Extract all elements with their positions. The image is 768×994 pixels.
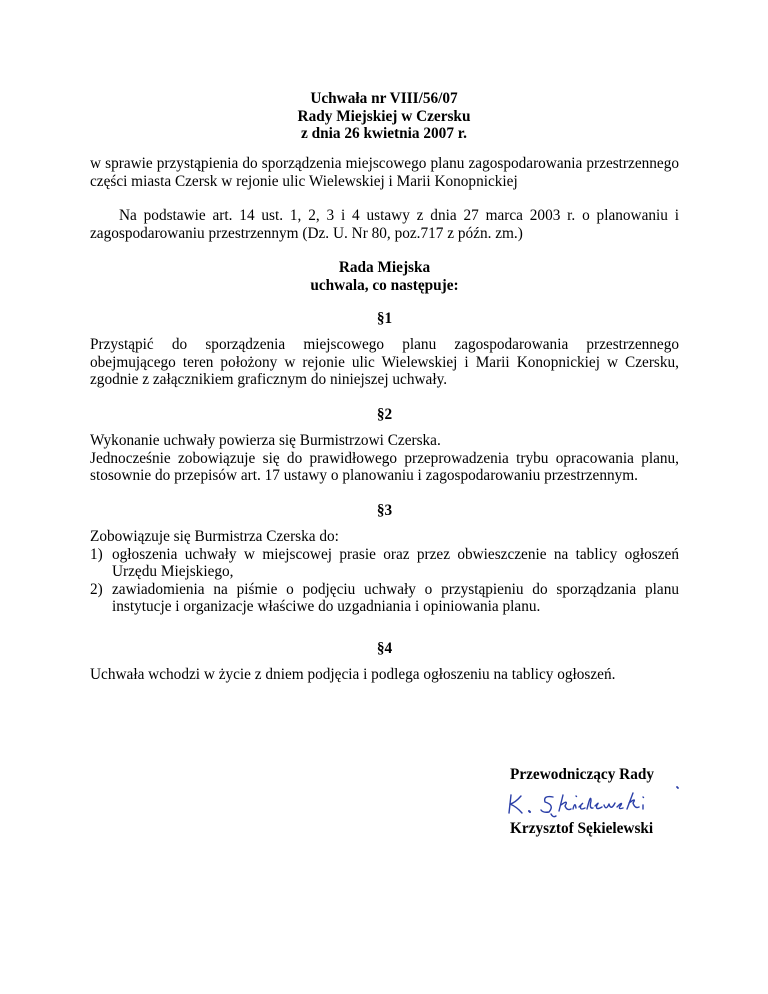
section-mark-2: §2: [376, 406, 393, 423]
resolution-body: Rady Miejskiej w Czersku: [297, 107, 471, 125]
list-item-text: ogłoszenia uchwały w miejscowej prasie oraz przez obwieszczenie na tablicy ogłoszeń Urzędu Miejskiego,: [112, 545, 679, 580]
section-mark-3: §3: [376, 502, 393, 519]
resolution-date: z dnia 26 kwietnia 2007 r.: [300, 125, 468, 142]
section-3-body: [90, 528, 679, 616]
resolution-heading: [0, 90, 768, 143]
section-3-intro: Zobowiązuje się Burmistrza Czerska do:: [90, 528, 339, 545]
section-mark-4: §4: [376, 640, 393, 657]
section-1-text: Przystąpić do sporządzenia miejscowego planu zagospodarowania przestrzennego obejmującego teren położony w rejonie ulic Wielewskiej i Marii Konopnickiej w Czersku, zgodnie z załącznikiem graficznym do niniejszej uchwały.: [90, 336, 679, 388]
section-4-text: Uchwała wchodzi w życie z dniem podjęcia i podlega ogłoszeniu na tablicy ogłoszeń.: [90, 666, 616, 683]
section-mark-1: §1: [376, 310, 393, 327]
council-resolves: [90, 259, 679, 294]
section-2-body: [90, 432, 679, 485]
signatory-name: Krzysztof Sękielewski: [510, 820, 654, 837]
list-item: [90, 581, 679, 616]
subject-paragraph: w sprawie przystąpienia do sporządzenia miejscowego planu zagospodarowania przestrzennego części miasta Czersk w rejonie ulic Wielewskiej i Marii Konopnickiej: [90, 155, 679, 190]
section-3-list: [90, 546, 679, 616]
council-resolves-text: uchwala, co następuje:: [310, 276, 459, 294]
handwritten-signature: [505, 783, 685, 819]
section-2-text-1: Wykonanie uchwały powierza się Burmistrzowi Czerska.: [90, 432, 441, 449]
section-2-text-2: Jednocześnie zobowiązuje się do prawidłowego przeprowadzenia trybu opracowania planu, stosownie do przepisów art. 17 ustawy o planowaniu i zagospodarowaniu przestrzennym.: [90, 449, 679, 484]
list-item-number: 2): [90, 580, 103, 598]
list-item-number: 1): [90, 545, 103, 563]
signatory-title: Przewodniczący Rady: [510, 766, 655, 783]
council-name: Rada Miejska: [338, 259, 431, 276]
list-item: [90, 546, 679, 581]
resolution-number: Uchwała nr VIII/56/07: [310, 90, 458, 107]
legal-basis-paragraph: Na podstawie art. 14 ust. 1, 2, 3 i 4 ustawy z dnia 27 marca 2003 r. o planowaniu i zagospodarowaniu przestrzennym (Dz. U. Nr 80, poz.717 z późn. zm.): [90, 207, 679, 242]
list-item-text: zawiadomienia na piśmie o podjęciu uchwały o przystąpieniu do sporządzania planu instytucje i organizacje właściwe do uzgadniania i opiniowania planu.: [112, 580, 679, 615]
